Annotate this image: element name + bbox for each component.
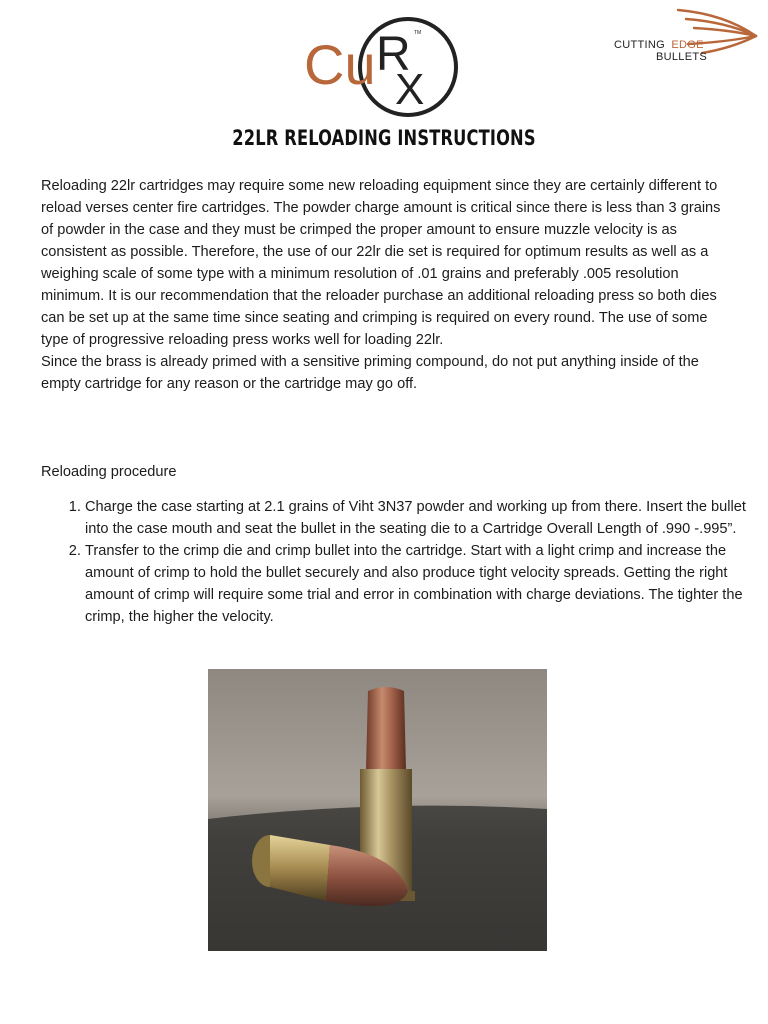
step-item: 1. Charge the case starting at 2.1 grains of Viht 3N37 powder and working up from there. Insert the bullet into the case mouth and seat the bullet in the seating die to a Cartridge Overall Length of .990 -.995”. xyxy=(85,496,765,540)
cartridge-photo xyxy=(208,669,547,951)
step-item: 2. Transfer to the crimp die and crimp bullet into the cartridge. Start with a light crimp and increase the amount of crimp to hold the bullet securely and also produce tight velocity spreads. Getting the right amount of crimp will require some trial and error in combination with charge deviations. The tighter the crimp, the higher the velocity. xyxy=(85,540,765,628)
logo-x-text: X xyxy=(395,65,425,114)
svg-text:CUTTING EDGE xyxy=(614,39,704,51)
intro-section xyxy=(41,175,731,395)
partner-cutting: CUTTING xyxy=(614,39,665,51)
partner-edge: EDGE xyxy=(671,39,704,51)
procedure-steps xyxy=(41,496,765,628)
partner-bullets: BULLETS xyxy=(656,51,708,63)
page-title: 22LR RELOADING INSTRUCTIONS xyxy=(232,126,536,150)
curx-logo xyxy=(300,12,465,122)
intro-paragraph: Reloading 22lr cartridges may require some new reloading equipment since they are certainly different to reload verses center fire cartridges. The powder charge amount is critical since there is less than 3 grains of powder in the case and they must be crimped the proper amount to ensure muzzle velocity is as consistent as possible. Therefore, the use of our 22lr die set is required for optimum results as well as a weighing scale of some type with a minimum resolution of .01 grains and preferably .005 resolution minimum. It is our recommendation that the reloader purchase an additional reloading press so both dies can be set up at the same time since seating and crimping is required on every round. The use of some type of progressive reloading press works well for loading 22lr. xyxy=(41,178,721,348)
logo-cu-text: Cu xyxy=(304,33,376,96)
logo-tm: TM xyxy=(414,30,422,36)
cutting-edge-bullets-logo xyxy=(606,6,762,66)
logo-r-text: R xyxy=(376,28,411,81)
warning-paragraph: Since the brass is already primed with a sensitive priming compound, do not put anything inside of the empty cartridge for any reason or the cartridge may go off. xyxy=(41,354,699,392)
procedure-heading: Reloading procedure xyxy=(41,464,177,480)
